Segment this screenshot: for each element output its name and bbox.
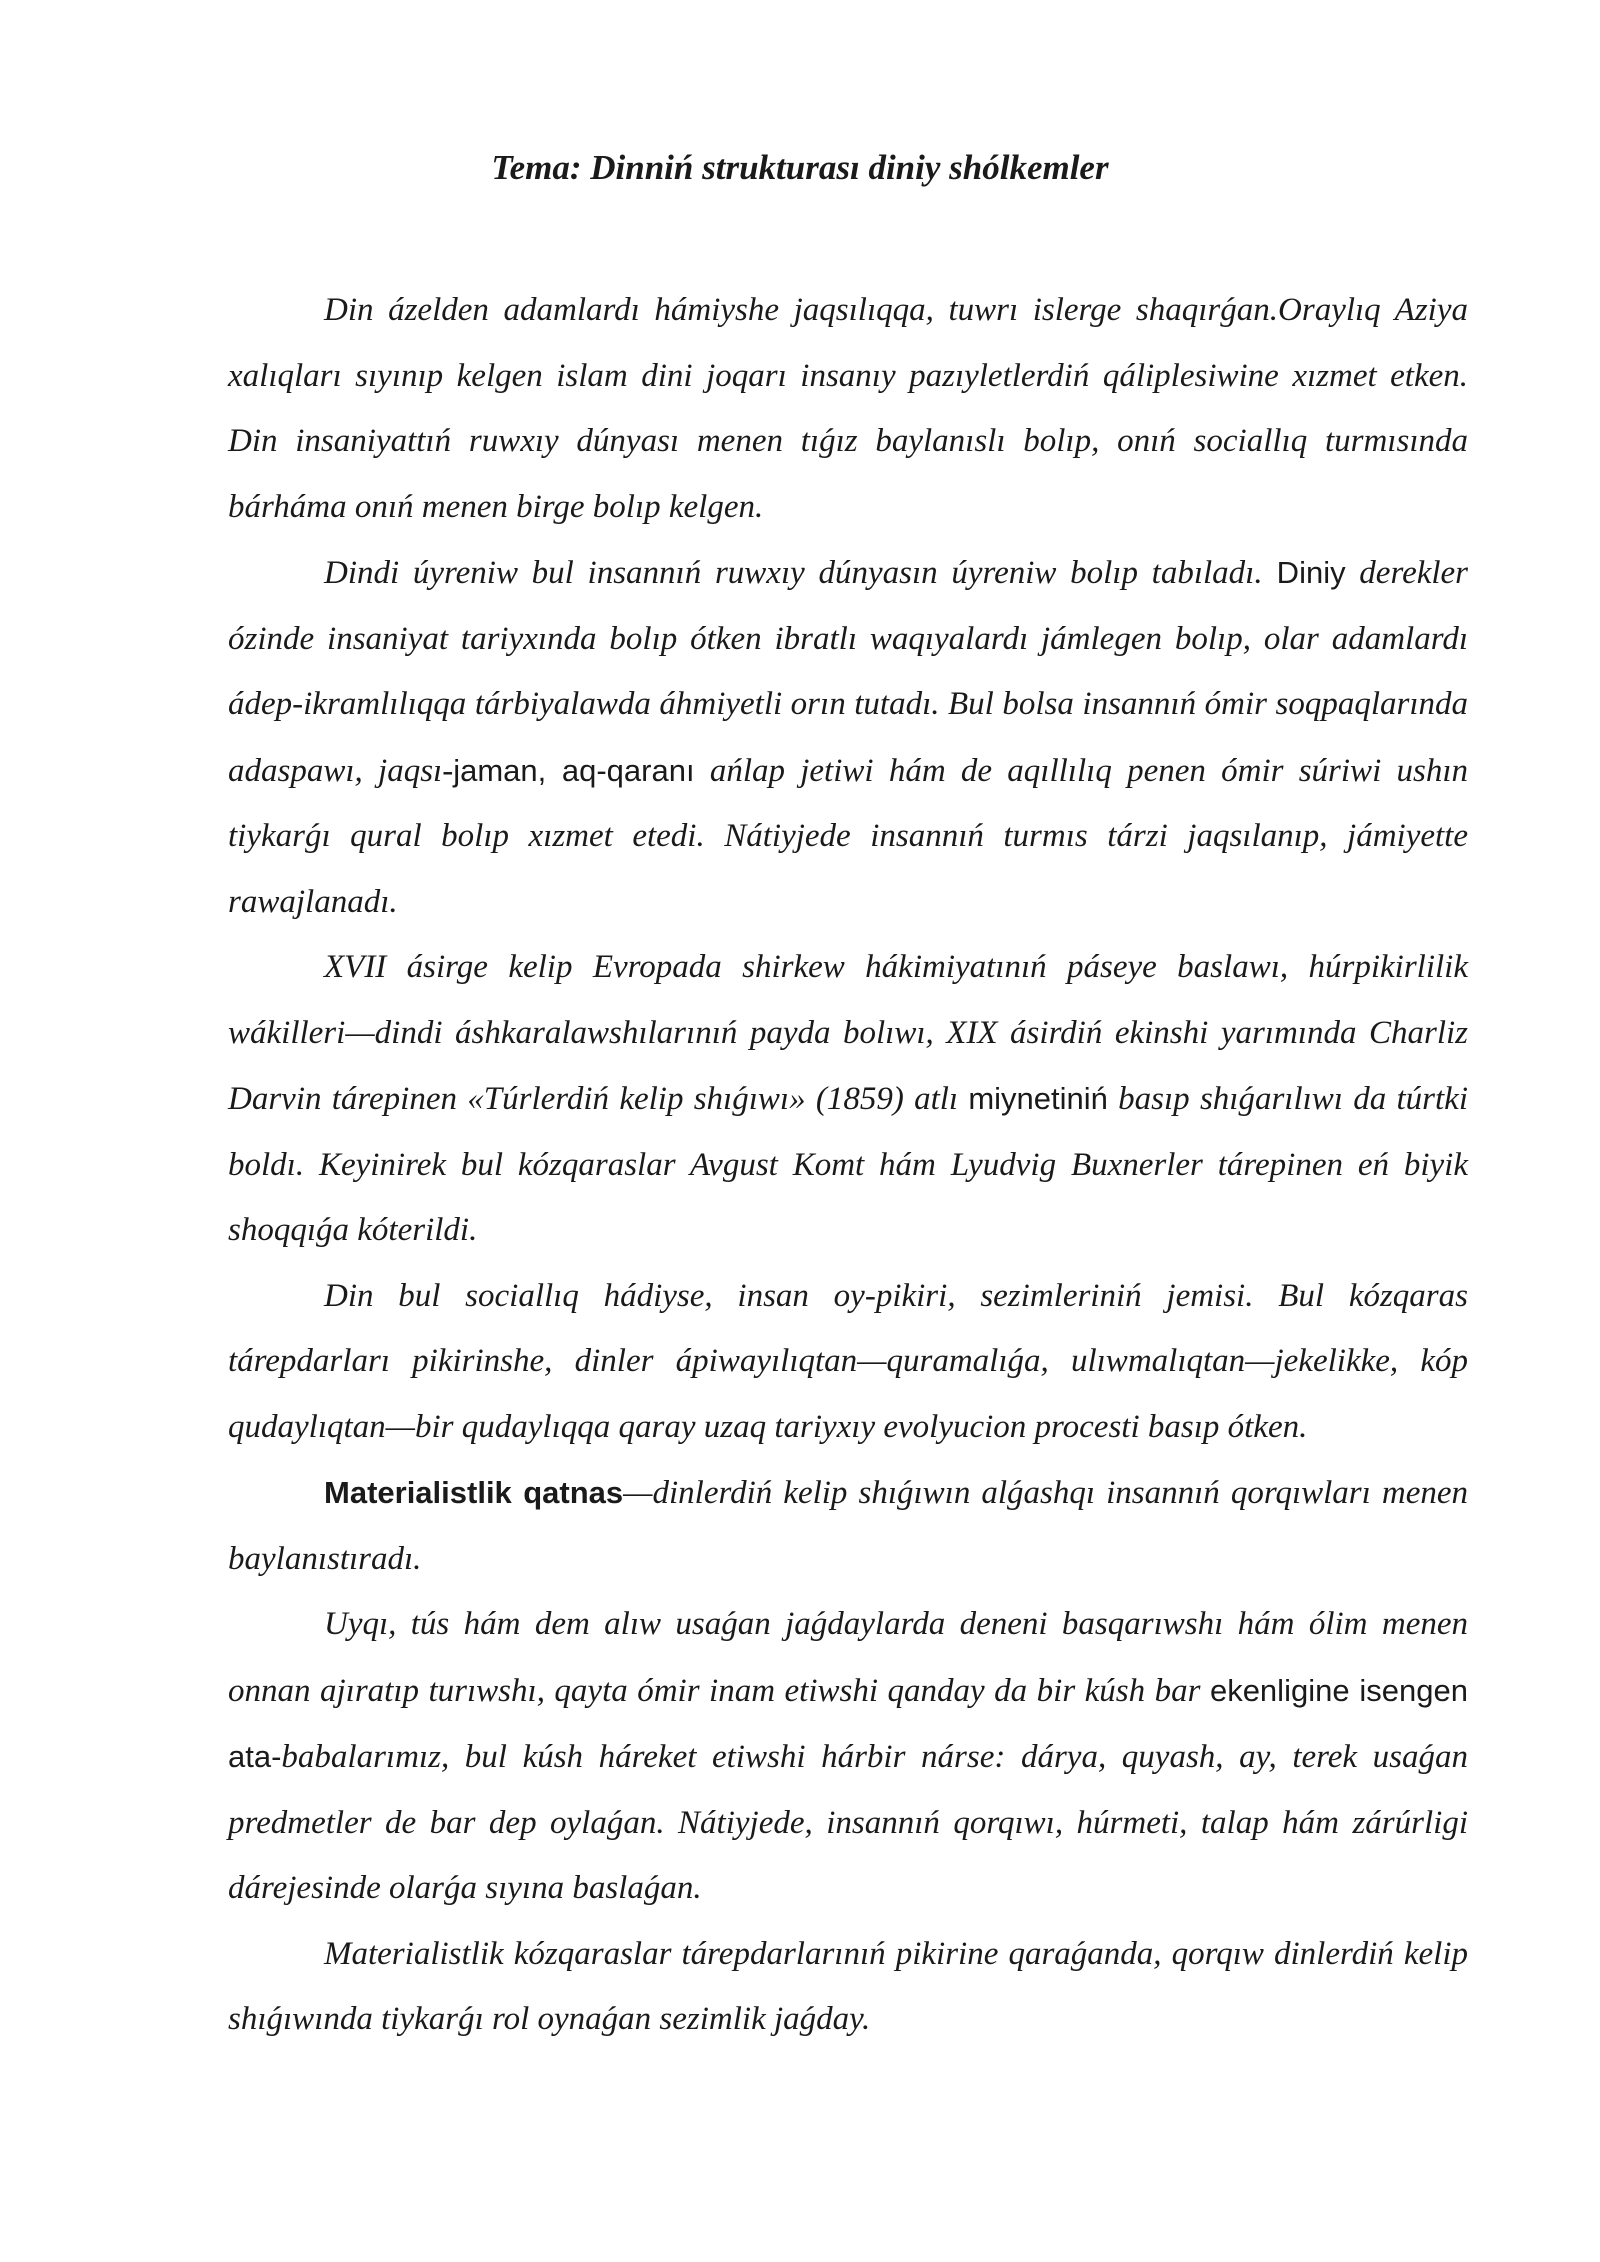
paragraph-2: [228, 540, 1468, 935]
paragraph-6: [228, 1592, 1468, 1922]
page-title: Tema: Dinniń strukturası diniy shólkemler: [491, 148, 1109, 187]
paragraph-2-part-b: Diniy: [1262, 555, 1346, 590]
paragraph-2-part-d: jaman, aq-qaranı: [453, 752, 695, 788]
paragraph-3-part-a: XVII ásirge kelip Evropada shirkew hákimiyatınıń páseye baslawı, húrpikirlilik wákilleri—dindi áshkaralawshılarınıń payda bolıwı, XIX ásirdiń ekinshi yarımında Charliz Darvin tárepinen «Túrlerdiń kelip shıǵıwı» (1859) atlı: [228, 949, 1468, 1117]
paragraph-2-part-a: Dindi úyreniw bul insannıń ruwxıy dúnyasın úyreniw bolıp tabıladı.: [324, 555, 1263, 591]
paragraph-3-part-b: miynetiniń: [968, 1081, 1108, 1116]
paragraph-1: Din ázelden adamlardı hámiyshe jaqsılıqqa, tuwrı islerge shaqırǵan.Oraylıq Aziya xalıqları sıyınıp kelgen islam dini joqarı insanıy pazıyletlerdiń qáliplesiwine xızmet etken. Din insaniyattıń ruwxıy dúnyası menen tıǵız baylanıslı bolıp, onıń sociallıq turmısında bárháma onıń menen birge bolıp kelgen.: [228, 292, 1468, 525]
paragraph-5: [228, 1460, 1468, 1592]
paragraph-5-rest: —dinlerdiń kelip shıǵıwın alǵashqı insannıń qorqıwları menen baylanıstıradı.: [228, 1475, 1468, 1577]
paragraph-3-part-c: basıp shıǵarılıwı da túrtki boldı. Keyinirek bul kózqaraslar Avgust Komt hám Lyudvig Buxnerler tárepinen eń biyik shoqqıǵa kóterildi.: [228, 1081, 1468, 1248]
document-body: [228, 278, 1468, 2053]
paragraph-2-part-c: derekler ózinde insaniyat tariyxında bolıp ótken ibratlı waqıyalardı jámlegen bolıp, olar adamlardı ádep-ikramlılıqqa tárbiyalawda áhmiyetli orın tutadı. Bul bolsa insannıń ómir soqpaqlarında adaspawı, jaqsı-: [228, 555, 1469, 789]
paragraph-5-lead-term: Materialistlik qatnas: [324, 1475, 624, 1510]
paragraph-7: Materialistlik kózqaraslar tárepdarlarınıń pikirine qaraǵanda, qorqıw dinlerdiń kelip shıǵıwında tiykarǵı rol oynaǵan sezimlik jaǵday.: [228, 1935, 1468, 2037]
paragraph-2-part-e: ańlap jetiwi hám de aqıllılıq penen ómir súriwi ushın tiykarǵı qural bolıp xızmet etedi. Nátiyjede insannıń turmıs tárzi jaqsılanıp, jámiyette rawajlanadı.: [228, 752, 1468, 920]
paragraph-3: [228, 935, 1468, 1264]
paragraph-6-part-c: babalarımız, bul kúsh háreket etiwshi hárbir nárse: dárya, quyash, ay, terek usaǵan predmetler de bar dep oylaǵan. Nátiyjede, insannıń qorqıwı, húrmeti, talap hám zárúrligi dárejesinde olarǵa sıyına baslaǵan.: [228, 1739, 1468, 1906]
paragraph-6-part-a: Uyqı, tús hám dem alıw usaǵan jaǵdaylarda deneni basqarıwshı hám ólim menen onnan ajıratıp turıwshı, qayta ómir inam etiwshi qanday da bir kúsh bar: [228, 1606, 1468, 1709]
paragraph-6-part-b: ekenligine isengen ata-: [228, 1672, 1468, 1774]
paragraph-4: Din bul sociallıq hádiyse, insan oy-pikiri, sezimleriniń jemisi. Bul kózqaras tárepdarları pikirinshe, dinler ápiwayılıqtan—quramalıǵa, ulıwmalıqtan—jekelikke, kóp qudaylıqtan—bir qudaylıqqa qaray uzaq tariyxıy evolyucion procesti basıp ótken.: [228, 1277, 1468, 1445]
